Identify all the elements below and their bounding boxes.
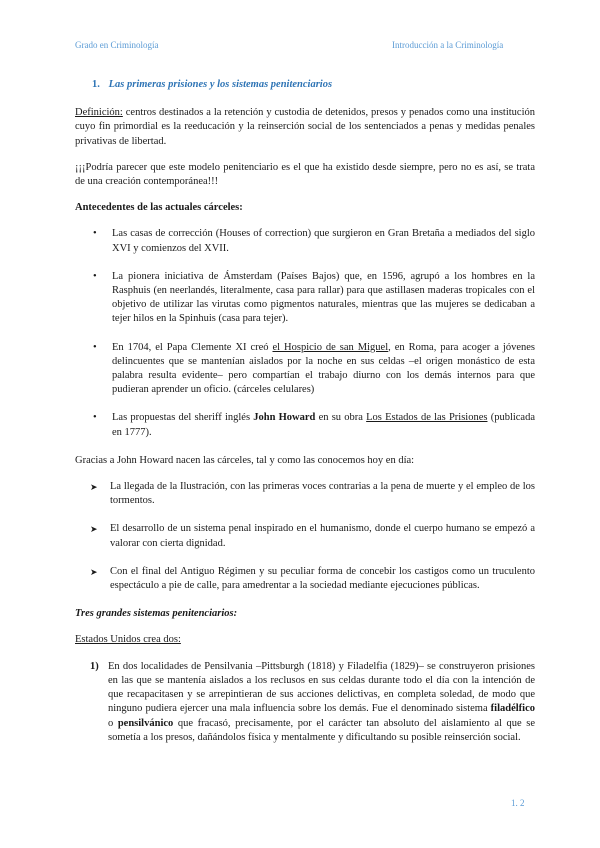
section-number: 1. bbox=[92, 79, 100, 90]
list-item-text: La pionera iniciativa de Ámsterdam (Países Bajos) que, en 1596, agrupó a los hombres en la Rasphuis (en neerlandés, literalmente, casa para rallar) para que astillasen maderas tropicales con el objetivo de utilizar las virutas como pigmentos naturales, mientras que las mujeres se dedicaban a tejer hilos en la Spinhuis (casa para tejer). bbox=[112, 270, 535, 325]
list-item-text: Con el final del Antiguo Régimen y su peculiar forma de concebir los castigos como un truculento espectáculo a pie de calle, para amedrentar a la sociedad mediante ejecuciones públicas. bbox=[110, 565, 535, 592]
howard-name: John Howard bbox=[253, 412, 316, 424]
list-item bbox=[75, 341, 535, 398]
filadelfico-term: filadélfico bbox=[490, 703, 535, 715]
page-number: 1. 2 bbox=[511, 798, 525, 808]
list-item-text: En 1704, el Papa Clemente XI creó bbox=[112, 341, 273, 353]
list-item bbox=[75, 480, 535, 508]
list-item bbox=[75, 660, 535, 745]
hospicio-reference: el Hospicio de san Miguel bbox=[272, 341, 389, 353]
document-body bbox=[75, 78, 535, 745]
list-item bbox=[75, 522, 535, 550]
list-item-text: Las casas de corrección (Houses of correction) que surgieron en Gran Bretaña a mediados del siglo XVI y comienzos del XVII. bbox=[112, 228, 535, 254]
list-item-text: que fracasó, precisamente, por el carácter tan absoluto del aislamiento al que se sometía a los presos, dañándolos física y mentalmente y dificultando su posible reinserción social. bbox=[108, 717, 535, 743]
list-item-text: en su obra bbox=[315, 412, 367, 424]
definition-term: Definición: bbox=[75, 107, 123, 119]
systems-heading: Tres grandes sistemas penitenciarios: bbox=[75, 608, 238, 620]
bullet-marker: • bbox=[93, 270, 97, 282]
numbered-list bbox=[75, 660, 535, 745]
number-marker: 1) bbox=[90, 660, 99, 672]
list-item bbox=[75, 270, 535, 327]
arrow-marker: ➤ bbox=[90, 482, 98, 493]
bullet-marker: • bbox=[93, 228, 97, 240]
list-item-text: , en Roma, para acoger a jóvenes delincuentes que se mantenían aislados por la noche en sus celdas –el origen monástico de esta palabra resulta evidente– pero compartían el trabajo diurno con los demás internos para que pudieran aprender un oficio. (cárceles celulares) bbox=[112, 341, 535, 396]
definition-paragraph bbox=[75, 106, 535, 149]
bullet-marker: • bbox=[93, 341, 97, 353]
list-item-text: El desarrollo de un sistema penal inspirado en el humanismo, donde el cuerpo humano se empezó a valorar con cierta dignidad. bbox=[110, 523, 535, 549]
header-course: Grado en Criminología bbox=[75, 40, 159, 50]
exclamation-paragraph: ¡¡¡Podría parecer que este modelo penitenciario es el que ha existido desde siempre, pero no es así, se trata de una creación contemporánea!!! bbox=[75, 161, 535, 188]
antecedents-heading: Antecedentes de las actuales cárceles: bbox=[75, 202, 243, 214]
antecedents-list bbox=[75, 227, 535, 439]
bullet-marker: • bbox=[93, 412, 97, 424]
list-item-text: o bbox=[108, 717, 118, 729]
list-item-text: La llegada de la Ilustración, con las primeras voces contrarias a la pena de muerte y el empleo de los tormentos. bbox=[110, 481, 535, 507]
pensilvanico-term: pensilvánico bbox=[117, 717, 174, 729]
list-item-text: Las propuestas del sheriff inglés bbox=[112, 412, 254, 424]
usa-heading: Estados Unidos crea dos: bbox=[75, 634, 181, 646]
list-item bbox=[75, 227, 535, 255]
list-item-text: (publicada en 1777). bbox=[112, 412, 536, 438]
book-title: Los Estados de las Prisiones bbox=[366, 412, 488, 424]
section-title-text: Las primeras prisiones y los sistemas penitenciarios bbox=[108, 79, 333, 90]
header-subject: Introducción a la Criminología bbox=[392, 40, 504, 50]
list-item bbox=[75, 411, 535, 439]
definition-text: centros destinados a la retención y custodia de detenidos, presos y penados como una institución cuyo fin primordial es la reeducación y la reinserción social de los sentenciados a penas y medidas penales privativas de libertad. bbox=[75, 107, 535, 147]
section-title bbox=[92, 78, 535, 92]
arrow-list bbox=[75, 480, 535, 593]
arrow-marker: ➤ bbox=[90, 566, 98, 577]
howard-intro-paragraph: Gracias a John Howard nacen las cárceles, tal y como las conocemos hoy en día: bbox=[75, 454, 415, 466]
arrow-marker: ➤ bbox=[90, 524, 98, 535]
list-item bbox=[75, 565, 535, 593]
list-item-text: En dos localidades de Pensilvania –Pittsburgh (1818) y Filadelfia (1829)– se construyeron prisiones en las que se mantenía aislados a los reclusos en sus celdas durante todo el día con la intención de que recapacitasen y se arrepintieran de sus acciones delictivas, en completa soledad, de modo que ninguno pudiera ejercer una mala influencia sobre los demás. Fue el denominado sistema bbox=[108, 660, 535, 715]
